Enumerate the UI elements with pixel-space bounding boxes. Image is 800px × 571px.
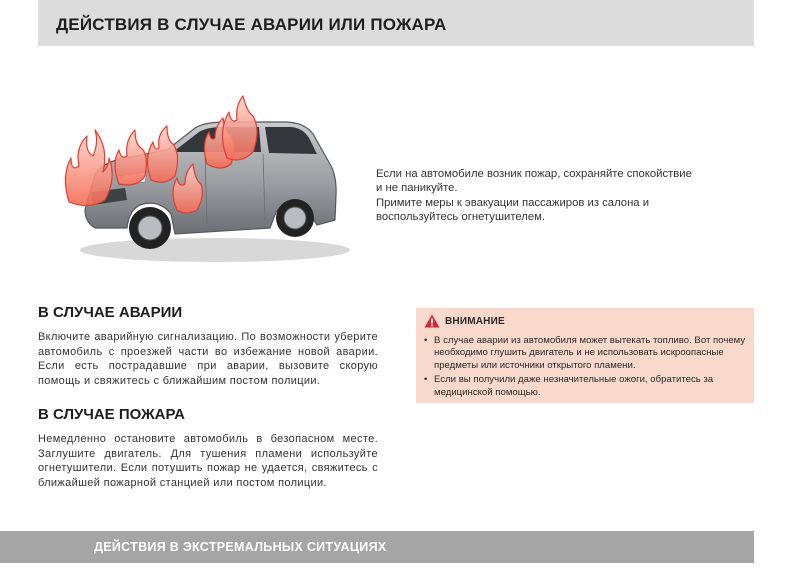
flame-shape <box>222 96 257 160</box>
warning-triangle-icon <box>424 314 440 328</box>
accident-heading: В СЛУЧАЕ АВАРИИ <box>38 304 183 321</box>
car-shadow <box>80 238 350 262</box>
intro-text <box>376 167 696 225</box>
warning-title: ВНИМАНИЕ <box>445 315 505 327</box>
intro-line: Если на автомобиле возник пожар, сохраняйте спокойствие и не паникуйте. <box>376 168 692 195</box>
warning-header <box>424 314 505 328</box>
flame-shape <box>147 126 177 182</box>
footer-title: ДЕЙСТВИЯ В ЭКСТРЕМАЛЬНЫХ СИТУАЦИЯХ <box>94 540 387 554</box>
bullet: • <box>424 374 428 386</box>
warning-item <box>422 374 748 399</box>
fire-text: Немедленно остановите автомобиль в безопасном месте. Заглушите двигатель. Для тушения пламени используйте огнетушители. Если потушить пожар не удается, свяжитесь с ближайшей пожарной станцией или постом полиции. <box>38 433 378 489</box>
rear-wheel-rim <box>284 207 306 229</box>
warning-box <box>416 308 754 403</box>
accident-text: Включите аварийную сигнализацию. По возможности уберите автомобиль с проезжей части во избежание новой аварии. Если есть пострадавшие при аварии, вызовите скорую помощь и свяжитесь с ближайшим постом полиции. <box>38 331 378 387</box>
warning-list <box>422 335 748 401</box>
warning-item-text: В случае аварии из автомобиля может вытекать топливо. Вот почему необходимо глушить двигатель и не использовать искроопасные предметы или источники открытого пламени. <box>434 335 746 371</box>
bullet: • <box>424 335 428 346</box>
car-on-fire-illustration <box>55 92 355 272</box>
warning-item <box>422 335 748 372</box>
front-wheel-rim <box>138 216 162 240</box>
page-title: ДЕЙСТВИЯ В СЛУЧАЕ АВАРИИ ИЛИ ПОЖАРА <box>56 15 447 34</box>
warning-item-text: Если вы получили даже незначительные ожоги, обратитесь за медицинской помощью. <box>434 374 714 398</box>
flame-shape <box>115 130 146 185</box>
intro-line: Примите меры к эвакуации пассажиров из салона и воспользуйтесь огнетушителем. <box>376 196 650 224</box>
footer-band <box>0 531 754 563</box>
fire-heading: В СЛУЧАЕ ПОЖАРА <box>38 406 186 423</box>
